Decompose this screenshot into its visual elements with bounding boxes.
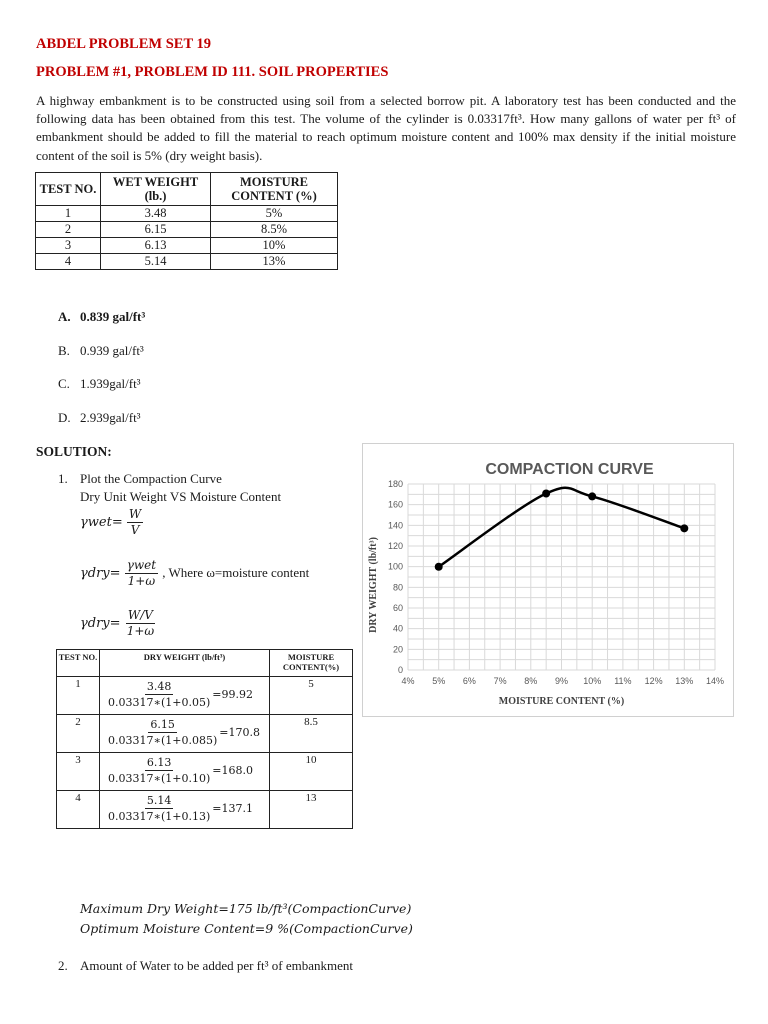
cell-moisture: 13% — [211, 254, 338, 270]
choice-a — [58, 309, 145, 325]
cell-test-no: 1 — [57, 677, 100, 715]
fraction-denominator: 0.03317∗(1+0.10) — [108, 772, 211, 785]
cell-moisture: 8.5 — [270, 715, 353, 753]
cell-wet-weight: 6.13 — [101, 238, 211, 254]
fraction — [106, 679, 212, 710]
fraction — [125, 608, 156, 639]
cell-test-no: 4 — [57, 791, 100, 829]
choice-letter: D. — [58, 410, 71, 425]
col-header-wet-weight: WET WEIGHT (lb.) — [101, 173, 211, 206]
fraction-denominator: 1+ω — [127, 574, 156, 588]
dry-weight-result: =137.1 — [212, 802, 253, 815]
choice-letter: C. — [58, 376, 70, 391]
cell-test-no: 2 — [36, 222, 101, 238]
choice-text: 0.839 gal/ft³ — [80, 309, 146, 324]
y-tick-label: 100 — [387, 561, 403, 572]
data-point — [542, 490, 550, 498]
cell-moisture: 8.5% — [211, 222, 338, 238]
choice-b — [58, 343, 144, 359]
table-row — [36, 254, 338, 270]
dry-weight-result: =99.92 — [212, 688, 253, 701]
col-header-test-no: TEST NO. — [57, 650, 100, 677]
step-1-subtitle: Dry Unit Weight VS Moisture Content — [80, 489, 282, 504]
y-tick-label: 140 — [387, 520, 403, 531]
y-tick-label: 160 — [387, 499, 403, 510]
equation-note: , Where ω=moisture content — [162, 565, 310, 580]
x-tick-label: 5% — [432, 676, 446, 686]
cell-dry-weight — [100, 753, 270, 791]
page-title: ABDEL PROBLEM SET 19 — [36, 36, 211, 52]
equation-lhs: γdry= — [80, 566, 121, 581]
table-row — [57, 791, 353, 829]
dry-weight-result: =170.8 — [219, 726, 260, 739]
test-data-table — [35, 172, 338, 270]
y-tick-label: 40 — [392, 623, 403, 634]
x-tick-label: 13% — [675, 676, 694, 686]
chart-svg — [363, 444, 733, 716]
fraction-numerator: W — [128, 507, 142, 521]
fraction-denominator: V — [130, 523, 140, 537]
choice-d — [58, 410, 141, 426]
x-tick-label: 6% — [462, 676, 476, 686]
fraction — [125, 558, 158, 589]
table-row — [36, 222, 338, 238]
fraction-numerator: γwet — [126, 558, 157, 572]
data-point — [588, 492, 596, 500]
cell-test-no: 3 — [36, 238, 101, 254]
equation-dry-unit-weight — [80, 558, 309, 589]
choice-text: 2.939gal/ft³ — [80, 410, 141, 425]
cell-test-no: 1 — [36, 206, 101, 222]
problem-statement: A highway embankment is to be constructed using soil from a selected borrow pit. A laboratory test has been conducted and the following data has been obtained from this test. The volume of the cylinder is 0.03317ft³. How many gallons of water per ft³ of embankment should be added to fill the material to reach optimum moisture content and 100% max density if the initial moisture content of the soil is 5% (dry weight basis). — [36, 93, 736, 163]
fraction-numerator: 3.48 — [146, 680, 172, 693]
dry-weight-result: =168.0 — [212, 764, 253, 777]
cell-test-no: 3 — [57, 753, 100, 791]
cell-moisture: 13 — [270, 791, 353, 829]
x-tick-label: 9% — [554, 676, 569, 686]
fraction-numerator: 6.13 — [146, 756, 172, 769]
fraction-denominator: 1+ω — [126, 624, 155, 638]
choice-letter: B. — [58, 343, 70, 358]
equation-lhs: γdry= — [80, 616, 121, 631]
data-point — [680, 524, 688, 532]
x-tick-label: 11% — [614, 676, 632, 686]
y-tick-label: 20 — [392, 644, 403, 655]
x-tick-label: 4% — [401, 676, 415, 686]
x-tick-label: 8% — [524, 676, 538, 686]
y-axis-label: DRY WEIGHT (lb/ft³) — [368, 537, 379, 633]
fraction — [106, 793, 212, 824]
equation-wet-unit-weight — [80, 507, 143, 538]
col-header-moisture: MOISTURE CONTENT(%) — [270, 650, 353, 677]
fraction-numerator: 5.14 — [146, 794, 172, 807]
fraction-denominator: 0.03317∗(1+0.085) — [108, 734, 218, 747]
cell-wet-weight: 3.48 — [101, 206, 211, 222]
cell-wet-weight: 6.15 — [101, 222, 211, 238]
y-tick-label: 80 — [392, 582, 403, 593]
table-row — [36, 206, 338, 222]
chart-title: COMPACTION CURVE — [485, 461, 654, 478]
cell-test-no: 4 — [36, 254, 101, 270]
choice-letter: A. — [58, 309, 71, 324]
dry-weight-table — [56, 649, 353, 829]
x-tick-label: 7% — [493, 676, 507, 686]
col-header-moisture: MOISTURE CONTENT (%) — [211, 173, 338, 206]
fraction — [106, 717, 219, 748]
cell-dry-weight — [100, 677, 270, 715]
cell-test-no: 2 — [57, 715, 100, 753]
fraction — [127, 507, 143, 538]
x-tick-label: 10% — [583, 676, 602, 686]
choice-text: 0.939 gal/ft³ — [80, 343, 144, 358]
table-row — [57, 677, 353, 715]
y-tick-label: 180 — [387, 479, 403, 489]
optimum-moisture-result: Optimum Moisture Content=9 %(CompactionCurve) — [80, 921, 413, 936]
data-point — [435, 563, 443, 571]
step-1-number: 1. — [58, 471, 68, 486]
cell-dry-weight — [100, 791, 270, 829]
y-tick-label: 60 — [392, 603, 403, 613]
cell-wet-weight: 5.14 — [101, 254, 211, 270]
step-2-title: Amount of Water to be added per ft³ of embankment — [80, 958, 353, 973]
table-row — [57, 715, 353, 753]
max-dry-weight-result: Maximum Dry Weight=175 lb/ft³(CompactionCurve) — [80, 901, 412, 916]
equation-dry-unit-weight-2 — [80, 608, 156, 639]
cell-moisture: 5% — [211, 206, 338, 222]
fraction — [106, 755, 212, 786]
fraction-numerator: 6.15 — [150, 718, 175, 731]
fraction-denominator: 0.03317∗(1+0.05) — [108, 696, 211, 709]
col-header-test-no: TEST NO. — [36, 173, 101, 206]
cell-moisture: 10% — [211, 238, 338, 254]
x-tick-label: 14% — [705, 676, 725, 686]
compaction-curve-chart — [362, 443, 734, 717]
fraction-denominator: 0.03317∗(1+0.13) — [108, 810, 211, 823]
cell-dry-weight — [100, 715, 270, 753]
table-row — [36, 238, 338, 254]
step-1-title: Plot the Compaction Curve — [80, 471, 222, 486]
cell-moisture: 10 — [270, 753, 353, 791]
choice-text: 1.939gal/ft³ — [80, 376, 141, 391]
step-2-number: 2. — [58, 958, 68, 973]
equation-lhs: γwet= — [80, 515, 123, 530]
solution-heading: SOLUTION: — [36, 444, 112, 459]
x-axis-label: MOISTURE CONTENT (%) — [498, 696, 625, 707]
fraction-numerator: W/V — [127, 608, 153, 622]
cell-moisture: 5 — [270, 677, 353, 715]
y-tick-label: 0 — [397, 665, 403, 675]
x-tick-label: 12% — [644, 676, 663, 686]
choice-c — [58, 376, 141, 392]
col-header-dry-weight: DRY WEIGHT (lb/ft³) — [100, 650, 270, 677]
table-row — [57, 753, 353, 791]
problem-title: PROBLEM #1, PROBLEM ID 111. SOIL PROPERTIES — [36, 64, 389, 80]
y-tick-label: 120 — [387, 541, 403, 551]
